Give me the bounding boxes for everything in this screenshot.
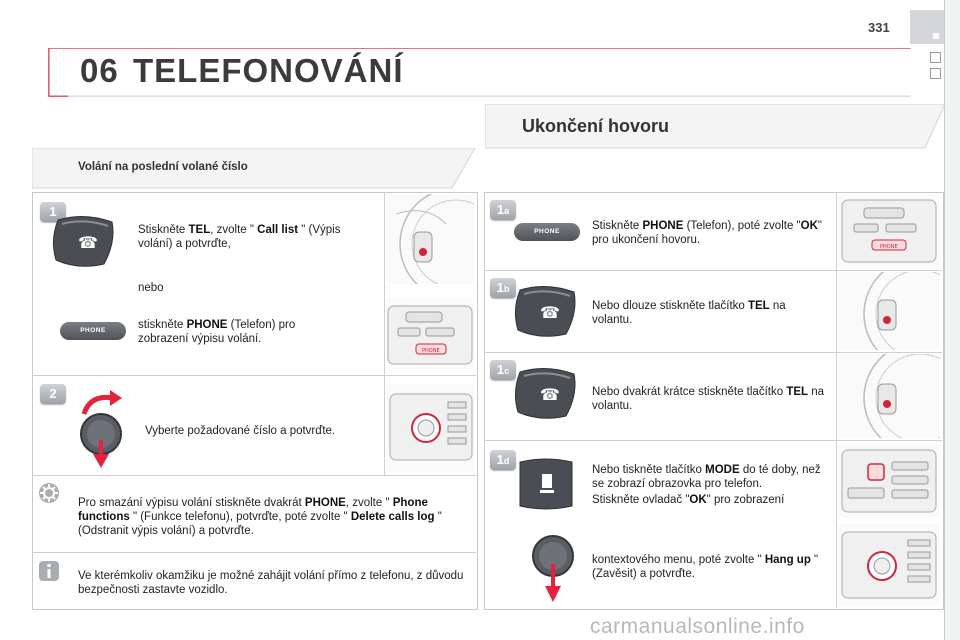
step-badge-2: 2 <box>40 384 66 404</box>
console-phone-thumbnail <box>386 298 474 370</box>
divider <box>836 192 837 608</box>
section-title-last-number: Volání na poslední volané číslo <box>78 161 248 173</box>
divider <box>32 375 476 376</box>
side-strip <box>944 0 960 640</box>
step-badge-1b: 1b <box>490 278 516 298</box>
step1-or: nebo <box>138 282 164 294</box>
steering-wheel-thumbnail <box>838 272 940 350</box>
info-icon <box>38 560 60 582</box>
console-knob-thumbnail <box>838 524 940 606</box>
tip-gear-icon <box>38 482 60 504</box>
step-badge-1d: 1d <box>490 450 516 470</box>
step1-text-b: stiskněte PHONE (Telefon) pro zobrazení výpisu volání. <box>138 319 296 345</box>
step1a-text: Stiskněte PHONE (Telefon), poté zvolte "OK" pro ukončení hovoru. <box>592 220 822 246</box>
step1d-text-a: Nebo tiskněte tlačítko MODE do té doby, než se zobrazí obrazovka pro telefon. <box>592 464 821 490</box>
step-badge-1c: 1c <box>490 360 516 380</box>
step1d-text-c: kontextového menu, poté zvolte " Hang up " (Zavěsit) a potvrďte. <box>592 554 819 580</box>
chapter-number: 06 <box>80 52 119 89</box>
steering-wheel-thumbnail <box>386 194 474 284</box>
page-number: 331 <box>868 20 890 35</box>
phone-button: PHONE <box>514 223 580 241</box>
step-badge-1: 1 <box>40 202 66 222</box>
svg-text:PHONE: PHONE <box>880 244 898 250</box>
svg-text:☎: ☎ <box>540 385 560 404</box>
console-mode-thumbnail <box>838 444 940 518</box>
step1-text-a: Stiskněte TEL, zvolte " Call list " (Výpis volání) a potvrďte, <box>138 224 341 250</box>
step1d-text-b: Stiskněte ovladač "OK" pro zobrazení <box>592 494 785 506</box>
tip-text: Pro smazání výpisu volání stiskněte dvakrát PHONE, zvolte " Phone functions " (Funkce telefonu), potvrďte, poté zvolte " Delete calls log " (Odstranit výpis volání) a potvrďte. <box>78 497 442 537</box>
steering-tel-button-icon <box>510 364 582 424</box>
svg-text:☎: ☎ <box>540 303 560 322</box>
svg-text:☎: ☎ <box>78 233 98 252</box>
section-title-end-call: Ukončení hovoru <box>522 116 670 136</box>
rotary-knob-icon <box>70 388 132 470</box>
step1b-text: Nebo dlouze stiskněte tlačítko TEL na volantu. <box>592 300 786 326</box>
divider <box>32 552 476 553</box>
divider <box>484 352 942 353</box>
svg-text:PHONE: PHONE <box>422 348 440 354</box>
divider <box>484 440 942 441</box>
rotary-knob-icon <box>522 532 584 606</box>
divider <box>32 475 476 476</box>
steering-wheel-thumbnail <box>838 354 940 438</box>
page-corner-tab <box>910 10 944 44</box>
step2-text: Vyberte požadované číslo a potvrďte. <box>145 425 336 437</box>
mode-button-icon <box>514 456 578 512</box>
info-text: Ve kterémkoliv okamžiku je možné zahájit volání přímo z telefonu, z důvodu bezpečnosti zastavte vozidlo. <box>78 570 464 596</box>
divider <box>384 192 385 475</box>
divider <box>484 270 942 271</box>
watermark: carmanualsonline.info <box>590 615 805 638</box>
chapter-title: TELEFONOVÁNÍ <box>133 52 404 89</box>
steering-tel-button-icon <box>48 212 120 272</box>
step-badge-1a: 1a <box>490 200 516 220</box>
phone-button: PHONE <box>60 322 126 340</box>
steering-tel-button-icon <box>510 282 582 342</box>
step1c-text: Nebo dvakrát krátce stiskněte tlačítko TEL na volantu. <box>592 386 825 412</box>
console-knob-thumbnail <box>386 384 474 472</box>
console-phone-thumbnail <box>838 194 940 268</box>
